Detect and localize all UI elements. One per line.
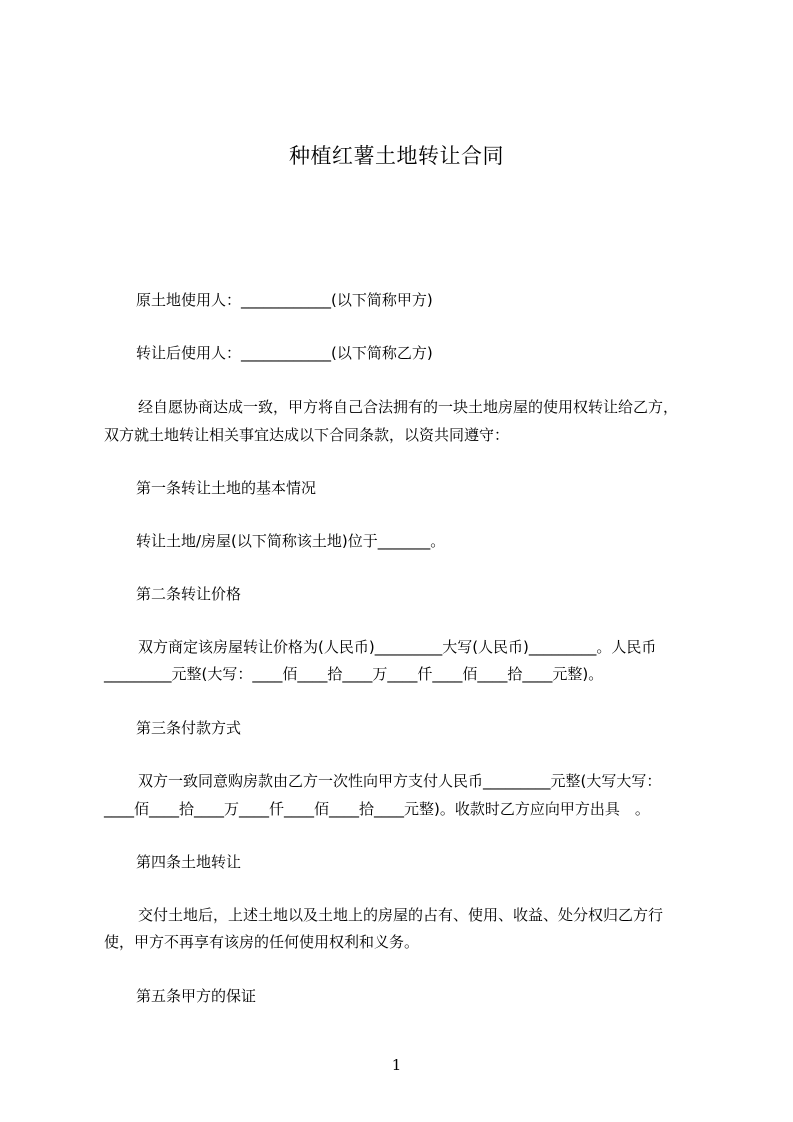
new-user-line: 转让后使用人：____________(以下简称乙方) <box>136 344 433 362</box>
article-1-body: 转让土地/房屋(以下简称该土地)位于_______。 <box>136 532 446 550</box>
original-user-line: 原土地使用人：____________(以下简称甲方) <box>136 291 433 309</box>
article-4-line-2: 使，甲方不再享有该房的任何使用权利和义务。 <box>104 933 420 951</box>
page-number: 1 <box>391 1056 402 1074</box>
intro-paragraph-line-1: 经自愿协商达成一致，甲方将自己合法拥有的一块土地房屋的使用权转让给乙方， <box>138 398 679 416</box>
article-1-heading: 第一条转让土地的基本情况 <box>136 479 317 497</box>
article-3-line-2: ____佰____拾____万____仟____佰____拾____元整)。收款时乙方应向甲方出具 。 <box>104 800 650 818</box>
article-4-heading: 第四条土地转让 <box>136 853 242 871</box>
article-3-heading: 第三条付款方式 <box>136 719 242 737</box>
article-5-heading: 第五条甲方的保证 <box>136 987 257 1005</box>
article-2-line-1: 双方商定该房屋转让价格为(人民币)_________大写(人民币)_________。人民币 <box>138 638 657 656</box>
document-title: 种植红薯土地转让合同 <box>289 144 504 168</box>
article-3-line-1: 双方一致同意购房款由乙方一次性向甲方支付人民币_________元整(大写大写： <box>138 772 662 790</box>
article-2-line-2: _________元整(大写：____佰____拾____万____仟____佰____拾____元整)。 <box>104 665 604 683</box>
intro-paragraph-line-2: 双方就土地转让相关事宜达成以下合同条款，以资共同遵守： <box>104 426 510 444</box>
article-2-heading: 第二条转让价格 <box>136 585 242 603</box>
article-4-line-1: 交付土地后，上述土地以及土地上的房屋的占有、使用、收益、处分权归乙方行 <box>138 906 664 924</box>
